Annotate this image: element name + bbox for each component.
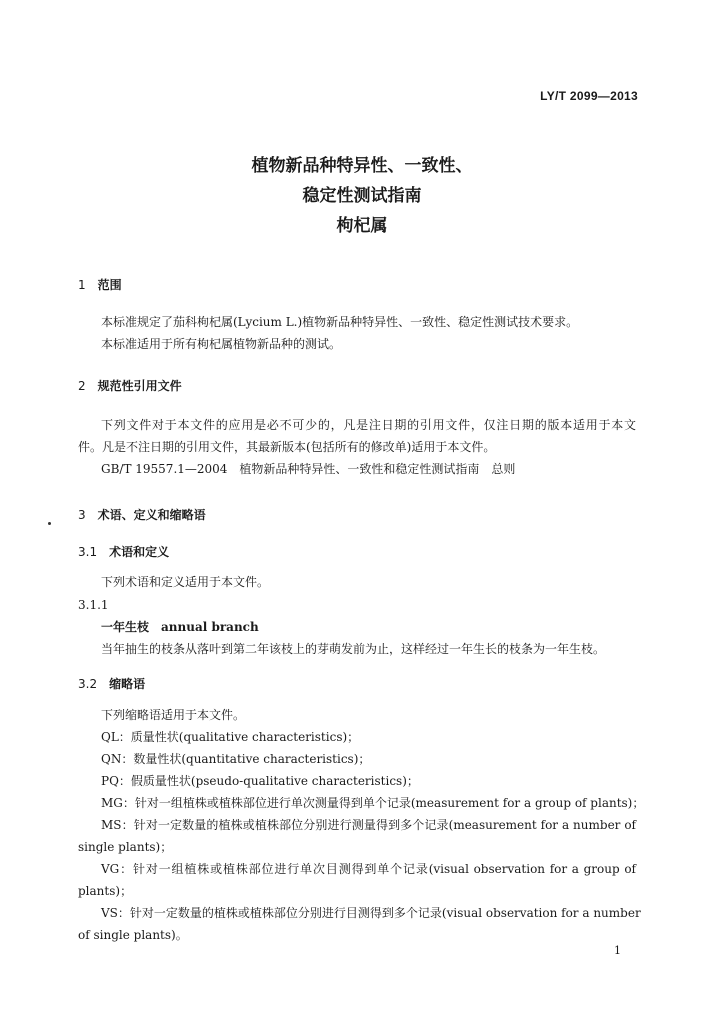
term-annual-branch: 一年生枝 annual branch: [101, 620, 259, 634]
abbreviation-vs-line-1: VS：针对一定数量的植株或植株部位分别进行目测得到多个记录(visual observation for a number: [101, 906, 641, 920]
abbreviation-ms-line-1: MS：针对一定数量的植株或植株部位分别进行测量得到多个记录(measurement for a number of: [101, 818, 636, 832]
scan-speck: [48, 522, 51, 525]
section-2-paragraph-line-1: 下列文件对于本文件的应用是必不可少的，凡是注日期的引用文件，仅注日期的版本适用于本文: [101, 418, 636, 432]
section-2-paragraph-line-2: 件。凡是不注日期的引用文件，其最新版本(包括所有的修改单)适用于本文件。: [78, 440, 496, 454]
section-1-paragraph-2: 本标准适用于所有枸杞属植物新品种的测试。: [101, 337, 342, 351]
title-line-2: 稳定性测试指南: [302, 186, 422, 206]
abbreviation-vs-line-2: of single plants)。: [78, 928, 188, 942]
section-2-reference: GB/T 19557.1—2004 植物新品种特异性、一致性和稳定性测试指南 总则: [101, 462, 516, 476]
title-line-3: 枸杞属: [336, 216, 388, 236]
section-3-1-title: 术语和定义: [109, 545, 170, 559]
abbreviation-mg: MG：针对一组植株或植株部位进行单次测量得到单个记录(measurement for a group of plants)；: [101, 796, 645, 810]
title-line-1: 植物新品种特异性、一致性、: [251, 156, 473, 176]
section-3-2-number: 3.2: [78, 677, 98, 691]
section-2-number: 2: [78, 379, 86, 393]
abbreviation-ms-line-2: single plants)；: [78, 840, 173, 854]
abbreviation-pq: PQ：假质量性状(pseudo-qualitative characteristics)；: [101, 774, 419, 788]
abbreviation-vg-line-2: plants)；: [78, 884, 133, 898]
abbreviation-vg-line-1: VG：针对一组植株或植株部位进行单次目测得到单个记录(visual observation for a group of: [101, 862, 636, 876]
section-3-heading: [78, 506, 206, 523]
section-3-1-heading: [78, 543, 169, 560]
section-1-paragraph-1: 本标准规定了茄科枸杞属(Lycium L.)植物新品种特异性、一致性、稳定性测试技术要求。: [101, 315, 579, 329]
section-3-1-1-number: 3.1.1: [78, 598, 109, 612]
section-1-title: 范围: [97, 278, 122, 292]
section-1-heading: [78, 276, 122, 293]
standard-code: LY/T 2099—2013: [540, 89, 638, 103]
section-1-number: 1: [78, 278, 86, 292]
section-3-number: 3: [78, 508, 86, 522]
section-3-1-paragraph: 下列术语和定义适用于本文件。: [101, 575, 270, 589]
abbreviation-qn: QN：数量性状(quantitative characteristics)；: [101, 752, 371, 766]
section-3-2-heading: [78, 675, 145, 692]
abbreviation-ql: QL：质量性状(qualitative characteristics)；: [101, 730, 360, 744]
section-3-title: 术语、定义和缩略语: [97, 508, 206, 522]
section-2-title: 规范性引用文件: [97, 379, 182, 393]
section-3-2-title: 缩略语: [109, 677, 146, 691]
section-3-2-paragraph: 下列缩略语适用于本文件。: [101, 708, 246, 722]
term-definition: 当年抽生的枝条从落叶到第二年该枝上的芽萌发前为止，这样经过一年生长的枝条为一年生枝。: [101, 642, 606, 656]
section-2-heading: [78, 377, 182, 394]
page-number: 1: [614, 944, 621, 957]
section-3-1-number: 3.1: [78, 545, 98, 559]
